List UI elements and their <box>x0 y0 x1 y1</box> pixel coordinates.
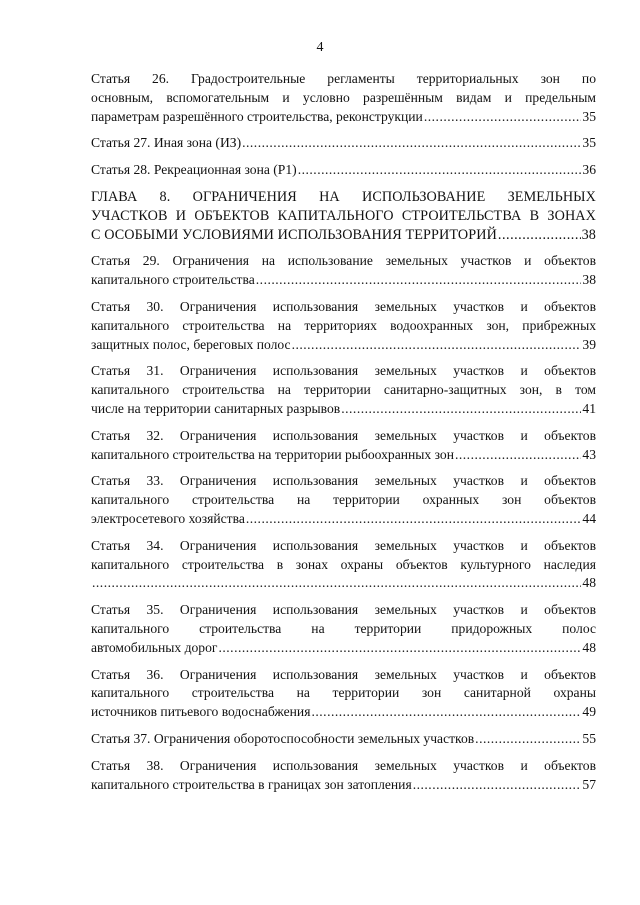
toc-entry-line: УЧАСТКОВ И ОБЪЕКТОВ КАПИТАЛЬНОГО СТРОИТЕЛЬСТВА В ЗОНАХ <box>91 207 596 224</box>
dot-leader <box>256 271 582 290</box>
table-of-contents <box>91 70 596 802</box>
toc-page-number: 44 <box>582 510 596 526</box>
toc-entry-line: основным, вспомогательным и условно разрешённым видам и предельным <box>91 89 596 105</box>
toc-entry[interactable] <box>91 252 596 290</box>
toc-entry[interactable] <box>91 362 596 418</box>
dot-leader <box>292 336 582 355</box>
toc-entry-line: Статья 31. Ограничения использования земельных участков и объектов <box>91 363 596 379</box>
dot-leader <box>498 226 581 245</box>
toc-entry-last-line: С ОСОБЫМИ УСЛОВИЯМИ ИСПОЛЬЗОВАНИЯ ТЕРРИТОРИЙ <box>91 226 497 243</box>
toc-entry-line: капитального строительства в зонах охраны объектов культурного наследия <box>91 556 596 572</box>
toc-entry-last-line: параметрам разрешённого строительства, реконструкции <box>91 108 423 124</box>
toc-entry-line: ГЛАВА 8. ОГРАНИЧЕНИЯ НА ИСПОЛЬЗОВАНИЕ ЗЕМЕЛЬНЫХ <box>91 188 596 205</box>
toc-page-number: 57 <box>582 776 596 792</box>
toc-entry-line: капитального строительства на территориях водоохранных зон, прибрежных <box>91 317 596 333</box>
toc-page-number: 39 <box>582 336 596 352</box>
toc-entry-line: Статья 35. Ограничения использования земельных участков и объектов <box>91 602 596 618</box>
toc-entry-line: Статья 33. Ограничения использования земельных участков и объектов <box>91 473 596 489</box>
toc-entry-last-line: автомобильных дорог <box>91 639 218 655</box>
toc-entry[interactable] <box>91 298 596 354</box>
toc-page-number: 48 <box>582 639 596 655</box>
toc-entry-line: Статья 30. Ограничения использования земельных участков и объектов <box>91 298 596 314</box>
toc-page-number: 36 <box>582 162 596 178</box>
toc-entry-line: капитального строительства на территории придорожных полос <box>91 620 596 636</box>
dot-leader <box>475 730 581 749</box>
toc-entry-line: Статья 32. Ограничения использования земельных участков и объектов <box>91 427 596 443</box>
toc-page-number: 35 <box>582 135 596 151</box>
toc-chapter-entry[interactable] <box>91 188 596 244</box>
toc-entry-last-line: числе на территории санитарных разрывов <box>91 400 341 416</box>
toc-entry[interactable] <box>91 427 596 465</box>
toc-page-number: 35 <box>582 108 596 124</box>
dot-leader <box>311 703 581 722</box>
page-number: 4 <box>316 40 324 55</box>
toc-entry-last-line: электросетевого хозяйства <box>91 510 245 526</box>
toc-entry[interactable] <box>91 70 596 126</box>
dot-leader <box>413 776 582 795</box>
dot-leader <box>242 134 581 153</box>
toc-entry-last-line: Статья 28. Рекреационная зона (Р1) <box>91 162 297 178</box>
toc-entry-line: Статья 26. Градостроительные регламенты территориальных зон по <box>91 71 596 86</box>
dot-leader <box>341 400 581 419</box>
toc-entry[interactable] <box>91 472 596 528</box>
toc-entry-line: капитального строительства на территории санитарно-защитных зон, в том <box>91 382 596 398</box>
toc-entry-line: капитального строительства на территории зон санитарной охраны <box>91 685 596 701</box>
dot-leader <box>92 574 581 593</box>
toc-entry[interactable] <box>91 161 596 180</box>
dot-leader <box>424 108 582 127</box>
toc-entry[interactable] <box>91 730 596 749</box>
toc-page-number: 55 <box>582 730 596 746</box>
toc-entry[interactable] <box>91 537 596 593</box>
toc-page-number: 48 <box>582 575 596 591</box>
toc-page-number: 43 <box>582 446 596 462</box>
toc-entry[interactable] <box>91 757 596 795</box>
toc-entry-line: Статья 29. Ограничения на использование земельных участков и объектов <box>91 253 596 269</box>
toc-entry-last-line: капитального строительства на территории рыбоохранных зон <box>91 446 454 462</box>
toc-entry[interactable] <box>91 134 596 153</box>
dot-leader <box>298 161 582 180</box>
toc-entry-line: Статья 36. Ограничения использования земельных участков и объектов <box>91 666 596 682</box>
toc-entry-line: Статья 34. Ограничения использования земельных участков и объектов <box>91 537 596 553</box>
toc-entry-line: Статья 38. Ограничения использования земельных участков и объектов <box>91 757 596 773</box>
toc-page-number: 38 <box>581 226 596 243</box>
toc-entry[interactable] <box>91 666 596 722</box>
toc-page-number: 41 <box>582 400 596 416</box>
toc-page-number: 49 <box>582 704 596 720</box>
toc-entry-last-line: Статья 37. Ограничения оборотоспособности земельных участков <box>91 730 475 746</box>
dot-leader <box>218 639 581 658</box>
toc-entry-last-line: источников питьевого водоснабжения <box>91 704 311 720</box>
dot-leader <box>246 510 582 529</box>
toc-entry-line: капитального строительства на территории охранных зон объектов <box>91 492 596 508</box>
toc-entry-last-line: Статья 27. Иная зона (ИЗ) <box>91 135 242 151</box>
toc-entry-last-line: капитального строительства в границах зон затопления <box>91 776 412 792</box>
toc-page-number: 38 <box>582 272 596 288</box>
dot-leader <box>455 446 581 465</box>
toc-entry-last-line: защитных полос, береговых полос <box>91 336 291 352</box>
toc-entry-last-line: капитального строительства <box>91 272 255 288</box>
toc-entry[interactable] <box>91 601 596 657</box>
